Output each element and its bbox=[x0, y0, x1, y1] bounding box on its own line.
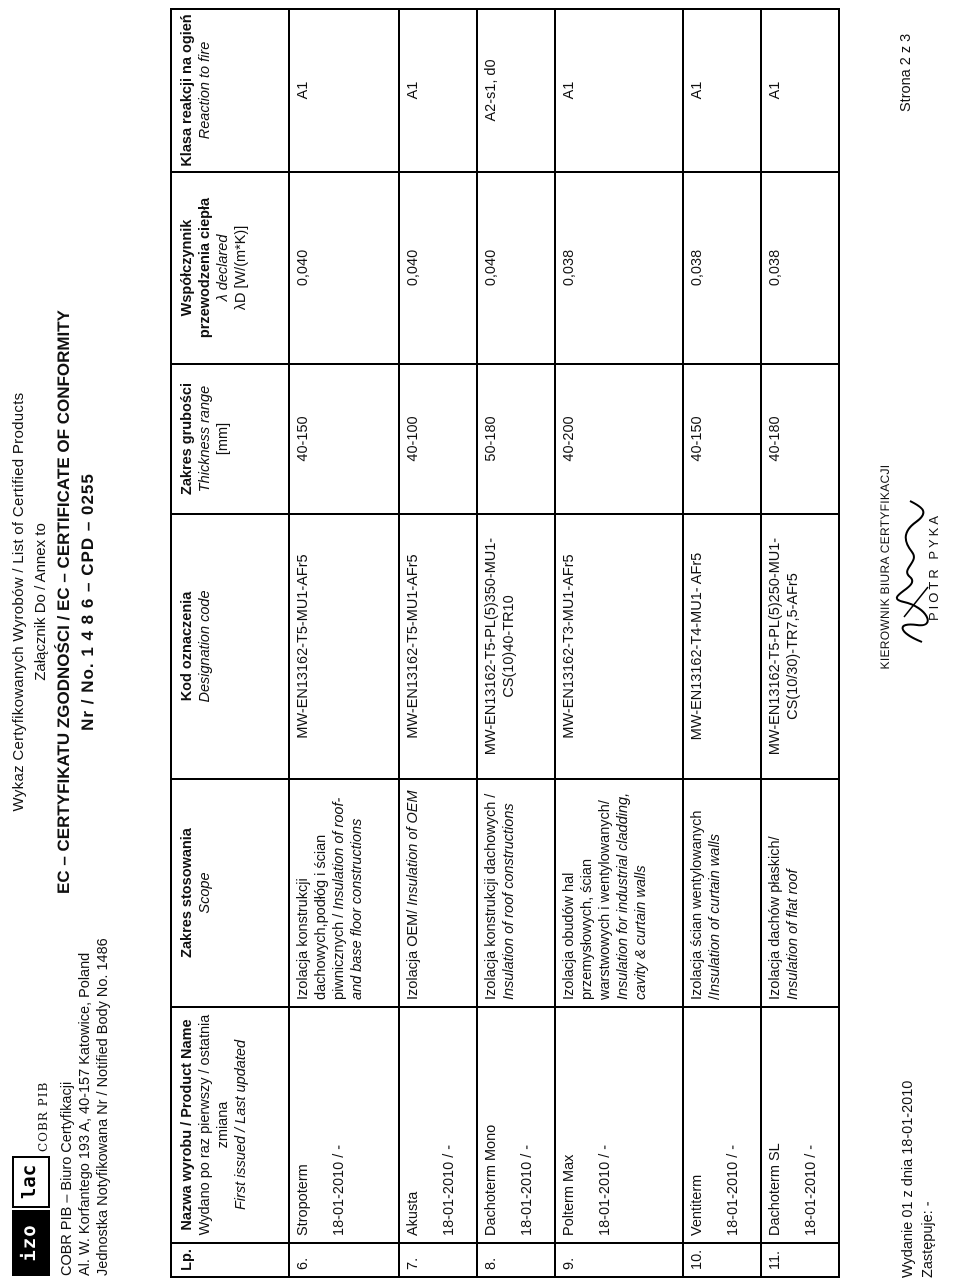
title-line-2: Załącznik Do / Annex to bbox=[32, 523, 49, 681]
cell-fire-class: A2-s1, d0 bbox=[477, 9, 555, 172]
table-row bbox=[399, 9, 477, 1277]
cell-product-name: Ventiterm 18-01-2010 / - bbox=[683, 1007, 761, 1243]
logo-mark-left: izo bbox=[12, 1210, 50, 1276]
cell-fire-class: A1 bbox=[399, 9, 477, 172]
title-line-3: EC – CERTYFIKATU ZGODNOŚCI / EC – CERTIFICATE OF CONFORMITY bbox=[54, 310, 73, 894]
cell-lp: 7. bbox=[399, 1243, 477, 1277]
page-number: Strona 2 z 3 bbox=[898, 33, 914, 112]
cell-product-name: Dachoterm SL 18-01-2010 / - bbox=[761, 1007, 839, 1243]
cell-scope: Izolacja dachów płaskich/ Insulation of flat roof bbox=[761, 779, 839, 1007]
cell-lp: 11. bbox=[761, 1243, 839, 1277]
cell-lambda: 0,040 bbox=[289, 172, 399, 364]
organization-address bbox=[58, 938, 112, 1276]
cell-lambda: 0,040 bbox=[399, 172, 477, 364]
cell-lp: 9. bbox=[555, 1243, 683, 1277]
org-line-1: COBR PIB – Biuro Certyfikacji bbox=[59, 1081, 75, 1276]
cell-scope: Izolacja OEM/ Insulation of OEM bbox=[399, 779, 477, 1007]
cell-designation-code: MW-EN13162-T4-MU1- AFr5 bbox=[683, 514, 761, 779]
cobr-logo-text: COBR PIB bbox=[36, 1081, 50, 1152]
logo-mark-right: lac bbox=[12, 1156, 50, 1208]
izolacja-logo bbox=[12, 1082, 50, 1276]
title-line-1: Wykaz Certyfikowanych Wyrobów / List of Certified Products bbox=[10, 392, 27, 812]
cell-lambda: 0,038 bbox=[683, 172, 761, 364]
cell-lambda: 0,038 bbox=[761, 172, 839, 364]
certified-products-table bbox=[170, 8, 840, 1278]
replaces: Zastępuje: - bbox=[920, 1201, 936, 1278]
cell-thickness: 40-150 bbox=[683, 364, 761, 514]
cell-scope: Izolacja konstrukcji dachowych / Insulation of roof constructions bbox=[477, 779, 555, 1007]
cell-fire-class: A1 bbox=[683, 9, 761, 172]
signature-image bbox=[892, 497, 932, 647]
cell-lambda: 0,038 bbox=[555, 172, 683, 364]
table-row bbox=[683, 9, 761, 1277]
cell-designation-code: MW-EN13162-T5-MU1-AFr5 bbox=[399, 514, 477, 779]
cell-fire-class: A1 bbox=[289, 9, 399, 172]
document-title bbox=[8, 252, 100, 952]
cell-scope: Izolacja ścian wentylowanych /Insulation of curtain walls bbox=[683, 779, 761, 1007]
cell-designation-code: MW-EN13162-T5-MU1-AFr5 bbox=[289, 514, 399, 779]
header-product-name: Nazwa wyrobu / Product Name Wydano po raz pierwszy / ostatnia zmiana First issued / Last updated bbox=[171, 1007, 289, 1243]
cell-lp: 10. bbox=[683, 1243, 761, 1277]
cell-product-name: Akusta 18-01-2010 / - bbox=[399, 1007, 477, 1243]
cell-thickness: 50-180 bbox=[477, 364, 555, 514]
signature-block bbox=[878, 447, 941, 687]
cell-designation-code: MW-EN13162-T5-PL(5)250-MU1-CS(10/30)-TR7,5-AFr5 bbox=[761, 514, 839, 779]
cell-product-name: Dachoterm Mono 18-01-2010 / - bbox=[477, 1007, 555, 1243]
table-row bbox=[761, 9, 839, 1277]
cell-thickness: 40-100 bbox=[399, 364, 477, 514]
org-line-3: Jednostka Notyfikowana Nr / Notified Body No. 1486 bbox=[95, 938, 111, 1276]
signer-name: PIOTR PYKA bbox=[926, 512, 941, 622]
table-row bbox=[477, 9, 555, 1277]
cell-designation-code: MW-EN13162-T5-PL(5)350-MU1-CS(10)40-TR10 bbox=[477, 514, 555, 779]
cell-thickness: 40-200 bbox=[555, 364, 683, 514]
cell-lp: 8. bbox=[477, 1243, 555, 1277]
org-line-2: Al. W. Korfantego 193 A, 40-157 Katowice, Poland bbox=[77, 952, 93, 1276]
header-thermal-conductivity: Współczynnik przewodzenia ciepła λ declared λD [W/(m*K)] bbox=[171, 172, 289, 364]
cell-lambda: 0,040 bbox=[477, 172, 555, 364]
cell-product-name: Polterm Max 18-01-2010 / - bbox=[555, 1007, 683, 1243]
issue-info bbox=[898, 1081, 938, 1278]
cell-thickness: 40-180 bbox=[761, 364, 839, 514]
cell-fire-class: A1 bbox=[555, 9, 683, 172]
cell-designation-code: MW-EN13162-T3-MU1-AFr5 bbox=[555, 514, 683, 779]
cell-thickness: 40-150 bbox=[289, 364, 399, 514]
cell-product-name: Stropoterm 18-01-2010 / - bbox=[289, 1007, 399, 1243]
header-scope: Zakres stosowania Scope bbox=[171, 779, 289, 1007]
cell-scope: Izolacja konstrukcji dachowych,podłóg i ścian piwnicznych / Insulation of roof- and base floor constructions bbox=[289, 779, 399, 1007]
header-lp: Lp. bbox=[171, 1243, 289, 1277]
table-header-row bbox=[171, 9, 289, 1277]
header-thickness: Zakres grubości Thickness range [mm] bbox=[171, 364, 289, 514]
header-designation-code: Kod oznaczenia Designation code bbox=[171, 514, 289, 779]
header-reaction-to-fire: Klasa reakcji na ogień Reaction to fire bbox=[171, 9, 289, 172]
cell-fire-class: A1 bbox=[761, 9, 839, 172]
signer-title: KIEROWNIK BIURA CERTYFIKACJI bbox=[878, 464, 892, 670]
title-line-4: Nr / No. 1 4 8 6 – CPD – 0255 bbox=[78, 473, 97, 731]
cell-lp: 6. bbox=[289, 1243, 399, 1277]
issue-date: Wydanie 01 z dnia 18-01-2010 bbox=[900, 1080, 916, 1278]
cell-scope: Izolacja obudów hal przemysłowych, ścian warstwowych i wentylowanych/ Insulation for industrial cladding, cavity & curtain walls bbox=[555, 779, 683, 1007]
table-row bbox=[289, 9, 399, 1277]
table-row bbox=[555, 9, 683, 1277]
